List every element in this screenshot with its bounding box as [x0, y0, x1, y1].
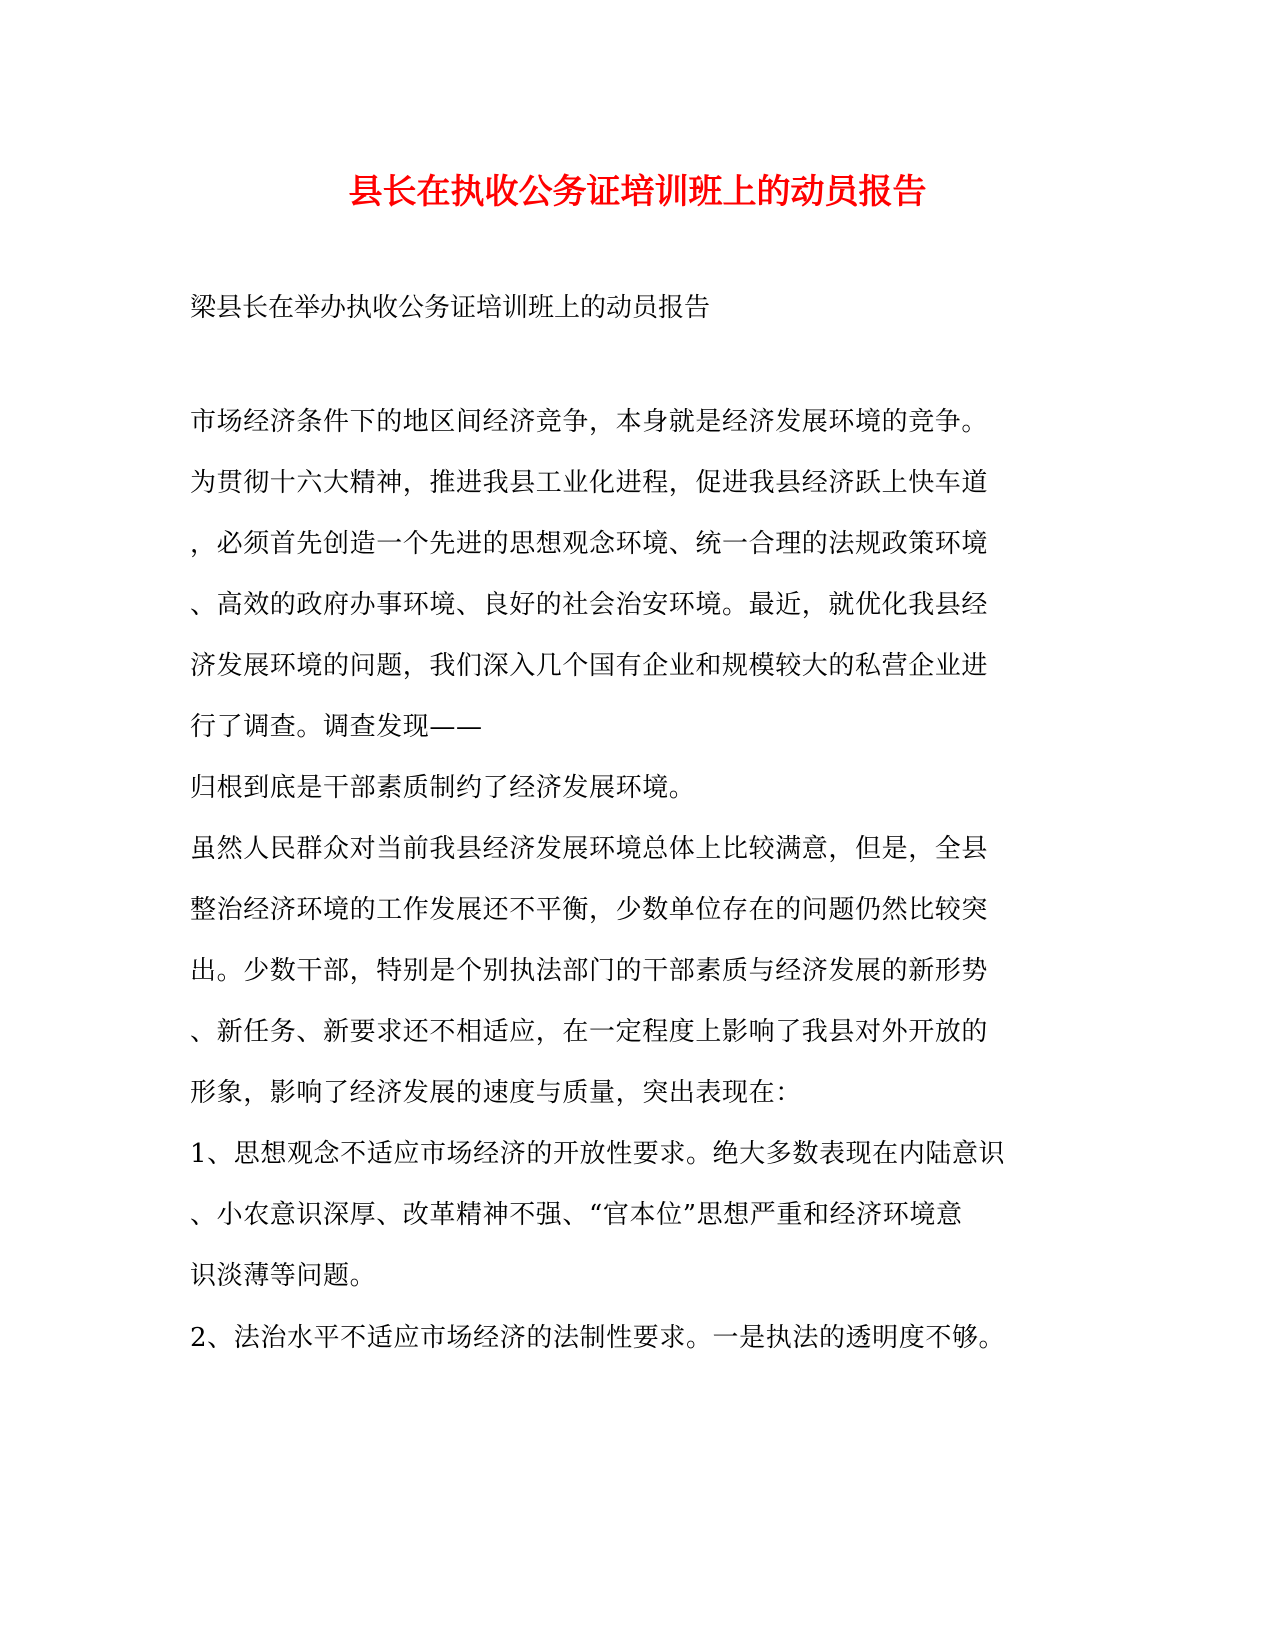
body-line: 归根到底是干部素质制约了经济发展环境。 — [190, 773, 696, 803]
body-line: ，必须首先创造一个先进的思想观念环境、统一合理的法规政策环境 — [190, 529, 989, 559]
body-line: 行了调查。调查发现—— — [190, 712, 483, 742]
list-item-1-line: 1、思想观念不适应市场经济的开放性要求。绝大多数表现在内陆意识 — [190, 1139, 1006, 1169]
body-line: 形象，影响了经济发展的速度与质量，突出表现在： — [190, 1078, 802, 1108]
body-line: 市场经济条件下的地区间经济竞争，本身就是经济发展环境的竞争。 — [190, 407, 989, 437]
list-item-1-line: 识淡薄等问题。 — [190, 1261, 377, 1291]
body-line: 、高效的政府办事环境、良好的社会治安环境。最近，就优化我县经 — [190, 590, 989, 620]
body-line: 出。少数干部，特别是个别执法部门的干部素质与经济发展的新形势 — [190, 956, 989, 986]
body-line: 、新任务、新要求还不相适应，在一定程度上影响了我县对外开放的 — [190, 1017, 989, 1047]
body-line: 为贯彻十六大精神，推进我县工业化进程，促进我县经济跃上快车道 — [190, 468, 989, 498]
list-item-1-line: 、小农意识深厚、改革精神不强、“官本位”思想严重和经济环境意 — [190, 1200, 963, 1230]
body-line: 整治经济环境的工作发展还不平衡，少数单位存在的问题仍然比较突 — [190, 895, 989, 925]
body-line: 济发展环境的问题，我们深入几个国有企业和规模较大的私营企业进 — [190, 651, 989, 681]
list-item-2-line: 2、法治水平不适应市场经济的法制性要求。一是执法的透明度不够。 — [190, 1323, 1006, 1353]
document-title: 县长在执收公务证培训班上的动员报告 — [348, 172, 927, 212]
body-line: 虽然人民群众对当前我县经济发展环境总体上比较满意，但是，全县 — [190, 834, 989, 864]
document-subtitle: 梁县长在举办执收公务证培训班上的动员报告 — [190, 293, 711, 323]
